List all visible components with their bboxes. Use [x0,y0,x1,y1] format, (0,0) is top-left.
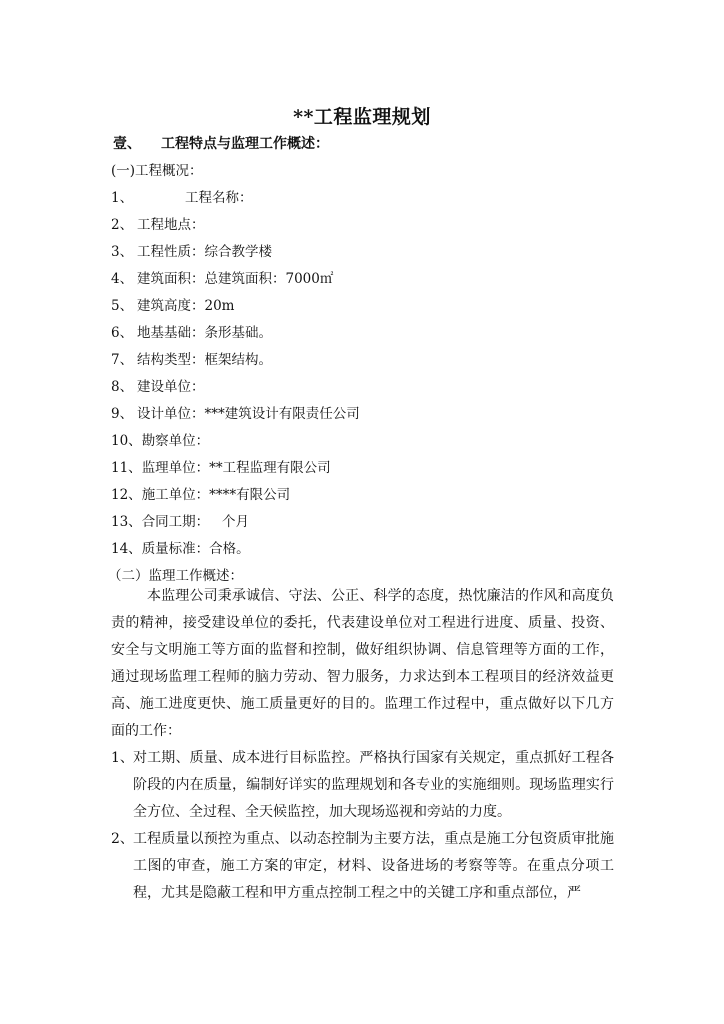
item-text: 结构类型：框架结构。 [137,352,272,368]
item-text: 地基基础：条形基础。 [137,325,272,341]
item-index: 12、 [111,487,142,503]
list-item [111,539,250,559]
subheading-overview: (一)工程概况： [111,163,203,179]
item-index: 11、 [111,460,142,476]
summary-paragraph: 本监理公司秉承诚信、守法、公正、科学的态度，热忱廉洁的作风和高度负责的精神，接受建设单位的委托，代表建设单位对工程进行进度、质量、投资、安全与文明施工等方面的监督和控制，做好组织协调、信息管理等方面的工作，通过现场监理工程师的脑力劳动、智力服务，力求达到本工程项目的经济效益更高、施工进度更快、施工质量更好的目的。监理工作过程中，重点做好以下几方面的工作： [111,588,614,739]
section-heading [113,133,329,153]
item-text: 勘察单位： [141,433,210,449]
item-index: 1、 [111,190,134,206]
section-number: 壹、 [113,136,141,152]
list-item [111,431,209,451]
list-item [111,377,205,397]
list-text: 对工期、质量、成本进行目标监控。严格执行国家有关规定，重点抓好工程各阶段的内在质量，编制好详实的监理规划和各专业的实施细则。现场监理实行全方位、全过程、全天候监控，加大现场巡视和旁站的力度。 [133,750,614,820]
item-index: 9、 [111,406,134,422]
item-index: 6、 [111,325,134,341]
item-text: 建筑面积：总建筑面积：7000㎡ [137,271,334,287]
document-title: **工程监理规划 [293,106,431,128]
item-text: 质量标准：合格。 [141,541,250,557]
list-item [111,323,272,343]
list-item [111,242,272,262]
item-index: 2、 [111,217,134,233]
item-text: 建设单位： [137,379,205,395]
item-index: 3、 [111,244,134,260]
item-text: 监理单位：**工程监理有限公司 [141,460,331,476]
list-item [111,458,331,478]
list-item [111,269,333,289]
item-text: 合同工期： 个月 [141,514,250,530]
item-text: 工程性质：综合教学楼 [137,244,272,260]
list-marker: 1、 [111,750,134,766]
list-item [111,215,205,235]
item-text: 设计单位：***建筑设计有限责任公司 [137,406,360,422]
list-text: 工程质量以预控为重点、以动态控制为主要方法，重点是施工分包资质审批施工图的审查，施工方案的审定，材料、设备进场的考察等等。在重点分项工程，尤其是隐蔽工程和甲方重点控制工程之中的关键工序和重点部位，严 [133,831,614,901]
item-text: 施工单位：****有限公司 [141,487,291,503]
list-item [111,296,234,316]
list-item [111,512,249,532]
item-index: 7、 [111,352,134,368]
item-index: 5、 [111,298,134,314]
work-list-item [111,826,614,907]
item-index: 13、 [111,514,142,530]
list-item [111,188,253,208]
item-index: 14、 [111,541,142,557]
item-text: 工程地点： [137,217,205,233]
list-marker: 2、 [111,831,134,847]
item-text: 建筑高度：20m [137,298,235,314]
item-index: 4、 [111,271,134,287]
work-list-item [111,745,614,826]
list-item [111,485,290,505]
list-item [111,350,272,370]
item-index: 8、 [111,379,134,395]
list-item [111,404,360,424]
item-index: 10、 [111,433,142,449]
subheading-work-summary: （二）监理工作概述： [108,568,243,584]
item-text: 工程名称： [185,190,253,206]
section-title: 工程特点与监理工作概述： [161,136,329,152]
